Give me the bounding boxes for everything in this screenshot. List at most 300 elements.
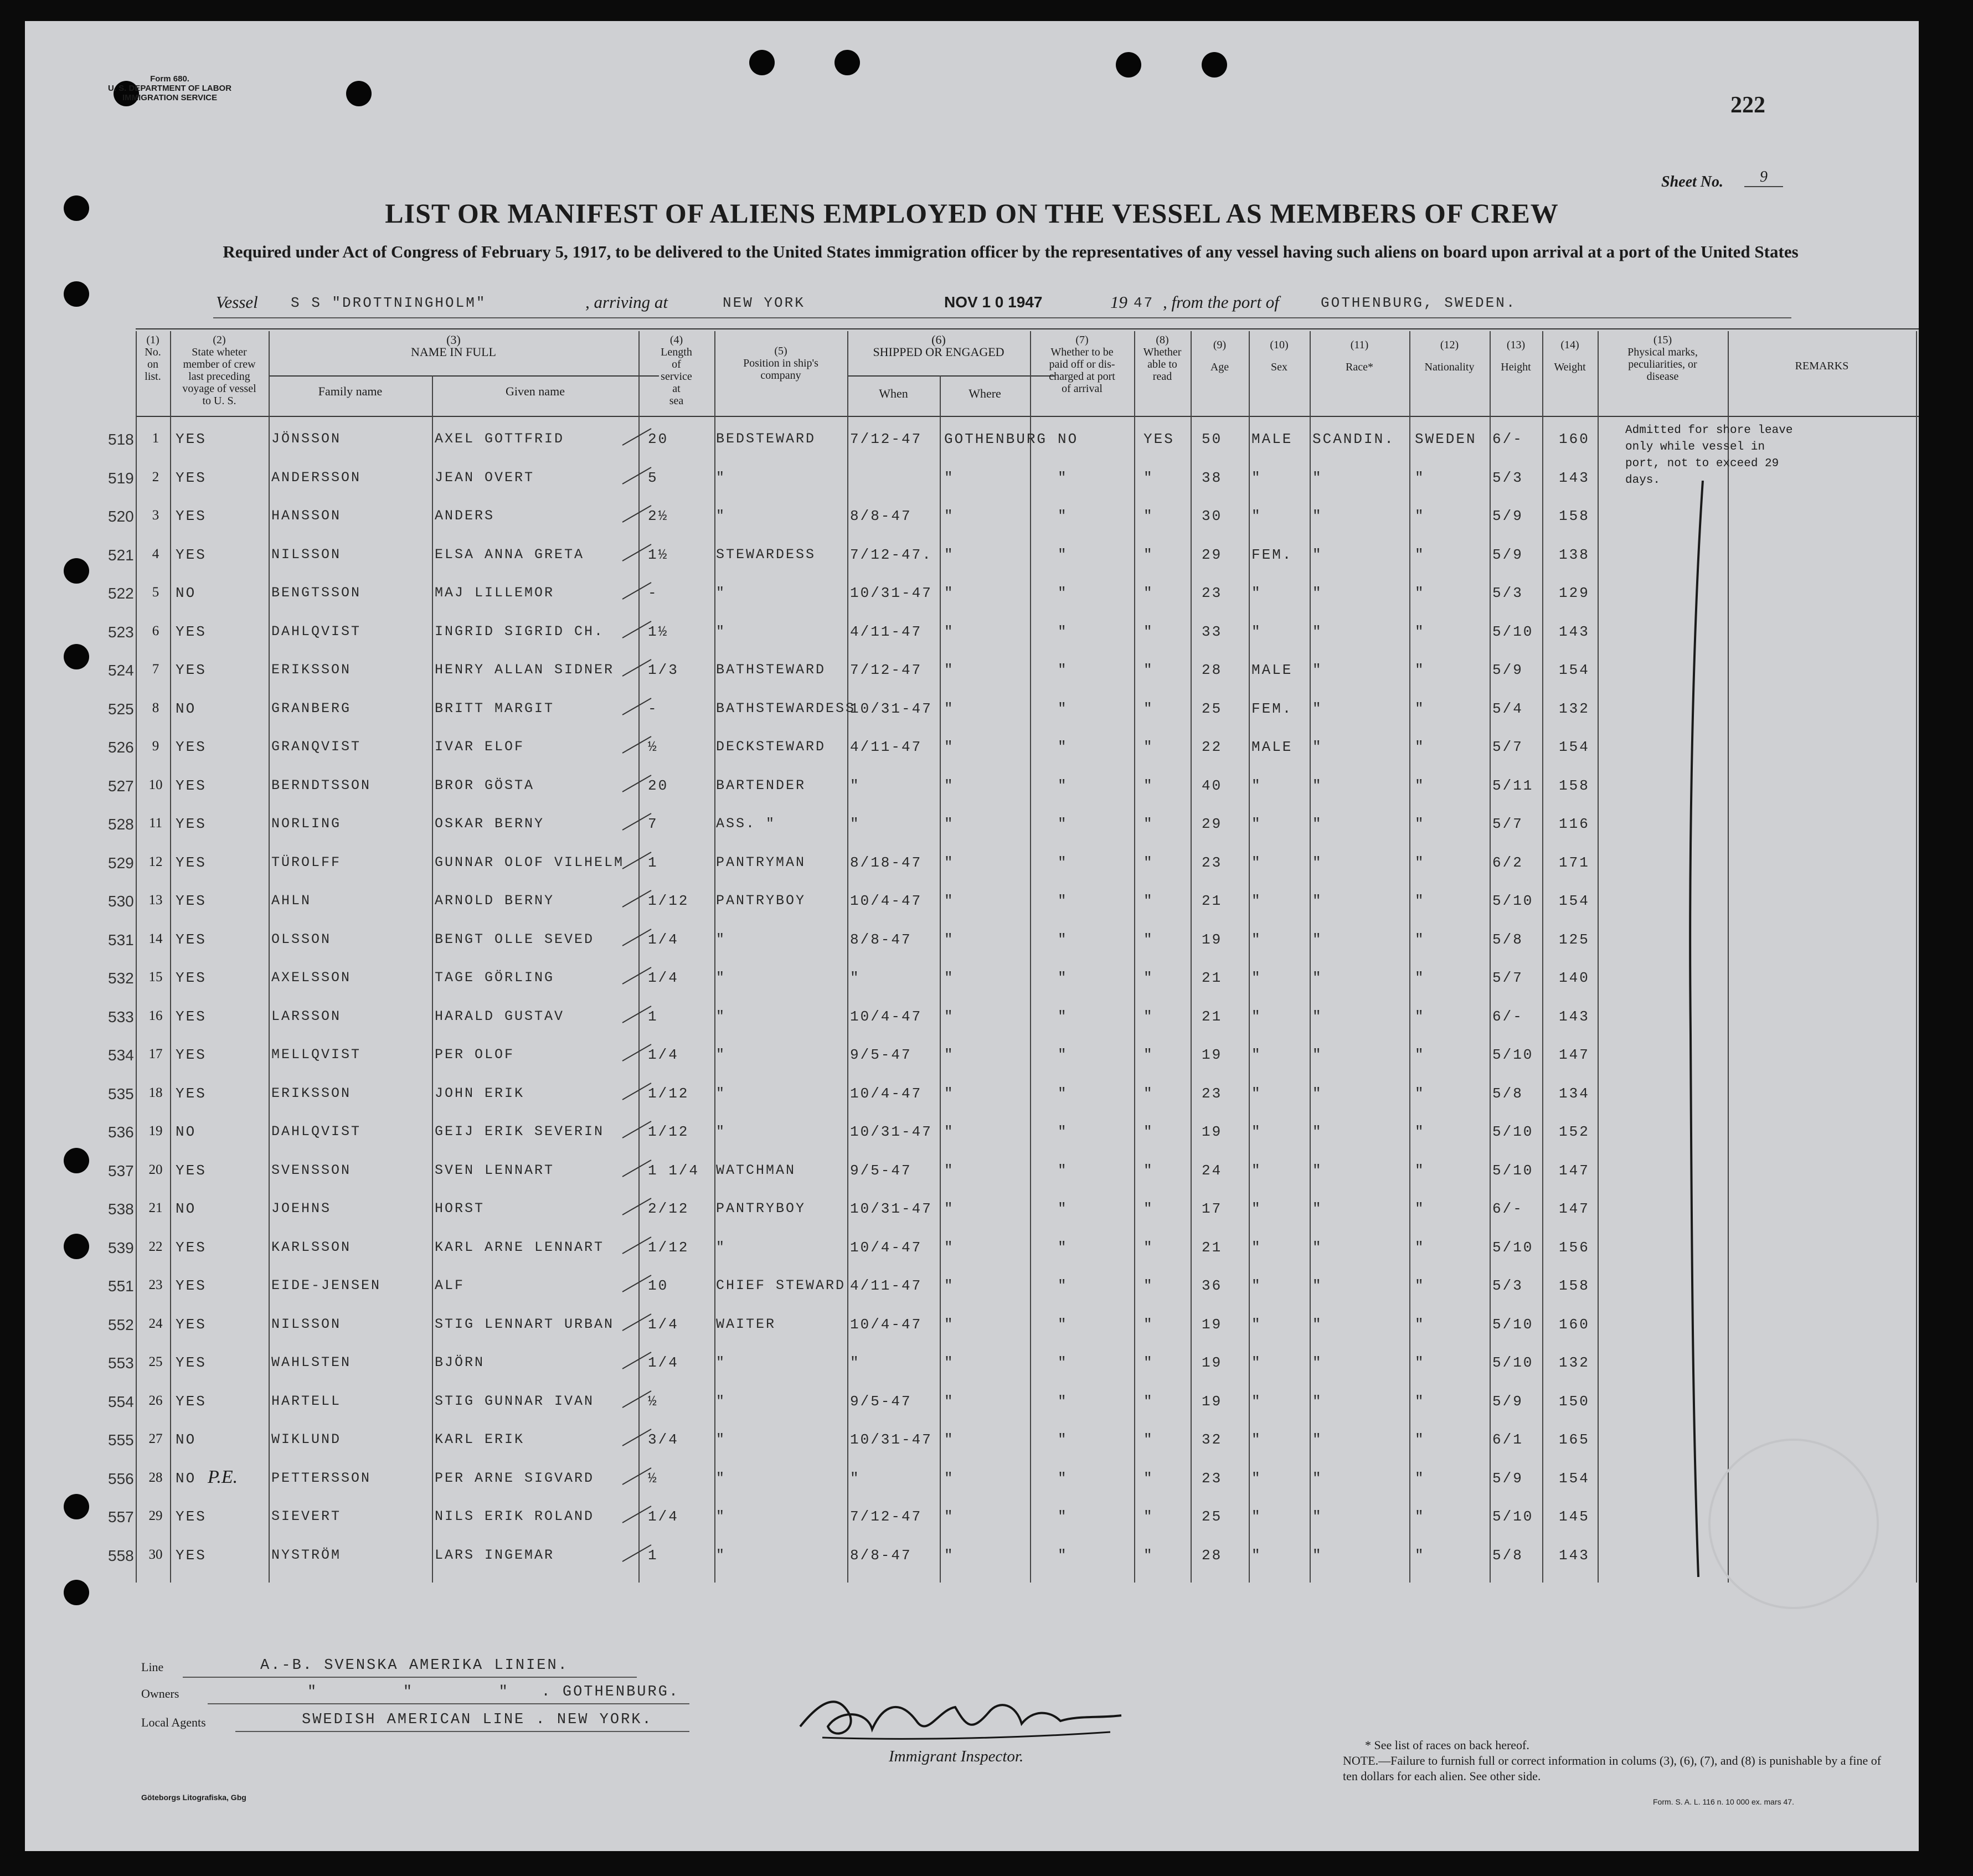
paid-off: " (1058, 1547, 1068, 1564)
able-to-read: " (1143, 1316, 1154, 1333)
row-list-number: 555 (108, 1431, 134, 1449)
service-length: 20 (648, 431, 669, 447)
check-mark (622, 736, 652, 754)
row-number: 1 (152, 431, 159, 446)
given-name: GUNNAR OLOF VILHELM (435, 854, 625, 870)
line-label: Line (141, 1660, 164, 1674)
check-mark (622, 852, 652, 869)
nationality: " (1415, 854, 1425, 871)
table-row (25, 1354, 1919, 1393)
height: 5/8 (1492, 1547, 1523, 1564)
table-row (25, 1316, 1919, 1355)
sex: " (1251, 1431, 1262, 1448)
check-mark (622, 621, 652, 638)
shipped-when: " (850, 1354, 861, 1371)
age: 25 (1202, 700, 1223, 717)
form-number: Form 680. (150, 74, 189, 84)
previous-voyage: YES (176, 469, 207, 486)
age: 36 (1202, 1277, 1223, 1294)
race: " (1312, 1316, 1323, 1333)
vessel-label: Vessel (216, 292, 258, 312)
shipped-where: GOTHENBURG (944, 431, 1048, 447)
row-list-number: 556 (108, 1470, 134, 1487)
age: 23 (1202, 1470, 1223, 1487)
weight: 125 (1559, 931, 1590, 948)
age: 19 (1202, 1123, 1223, 1140)
table-row (25, 508, 1919, 547)
given-name: STIG GUNNAR IVAN (435, 1393, 595, 1409)
race: " (1312, 739, 1323, 755)
races-note: * See list of races on back hereof. (1365, 1738, 1529, 1752)
service-length: 1/12 (648, 893, 689, 909)
given-name: ELSA ANNA GRETA (435, 546, 585, 563)
inspector-signature (789, 1688, 1132, 1749)
able-to-read: " (1143, 1008, 1154, 1025)
position: " (716, 1354, 727, 1370)
shipped-where: " (944, 1470, 955, 1487)
given-name: ALF (435, 1277, 465, 1293)
service-name: IMMIGRATION SERVICE (122, 93, 218, 102)
shipped-where: " (944, 1431, 955, 1448)
sex: " (1251, 893, 1262, 909)
row-list-number: 534 (108, 1047, 134, 1064)
paid-off: NO (1058, 431, 1079, 447)
sex: " (1251, 1047, 1262, 1063)
from-port-label: , from the port of (1163, 292, 1279, 312)
table-row (25, 623, 1919, 662)
shipped-when: 8/8-47 (850, 508, 912, 524)
position: PANTRYMAN (716, 854, 806, 870)
service-length: 2½ (648, 508, 669, 524)
table-row (25, 547, 1919, 585)
bracket-line (1686, 481, 1708, 1577)
table-row (25, 1047, 1919, 1085)
height: 5/10 (1492, 1508, 1534, 1525)
check-mark (622, 1275, 652, 1292)
row-list-number: 557 (108, 1508, 134, 1525)
sex: " (1251, 777, 1262, 794)
table-row (25, 1277, 1919, 1316)
shipped-when: 7/12-47 (850, 431, 923, 447)
race: " (1312, 1393, 1323, 1410)
position: " (716, 1239, 727, 1255)
able-to-read: " (1143, 1047, 1154, 1063)
age: 19 (1202, 1393, 1223, 1410)
shipped-when: 7/12-47. (850, 546, 933, 563)
previous-voyage: YES (176, 1008, 207, 1025)
shipped-where: " (944, 700, 955, 717)
race: " (1312, 469, 1323, 486)
check-mark (622, 698, 652, 715)
given-name: PER OLOF (435, 1047, 515, 1063)
previous-voyage: YES (176, 739, 207, 755)
service-length: 3/4 (648, 1431, 679, 1448)
service-length: 1/4 (648, 970, 679, 986)
race: " (1312, 893, 1323, 909)
nationality: " (1415, 1239, 1425, 1256)
age: 19 (1202, 931, 1223, 948)
able-to-read: " (1143, 854, 1154, 871)
row-number: 30 (148, 1547, 163, 1562)
able-to-read: " (1143, 1085, 1154, 1102)
weight: 152 (1559, 1123, 1590, 1140)
sex: " (1251, 585, 1262, 601)
table-row (25, 970, 1919, 1008)
shipped-when: 10/31-47 (850, 1123, 933, 1140)
position: WATCHMAN (716, 1162, 796, 1178)
given-name: MAJ LILLEMOR (435, 585, 555, 601)
service-length: - (648, 585, 658, 601)
sex: MALE (1251, 739, 1293, 755)
row-list-number: 538 (108, 1200, 134, 1218)
shipped-when: 10/4-47 (850, 1008, 923, 1025)
table-row (25, 1466, 1919, 1509)
height: 5/7 (1492, 970, 1523, 986)
weight: 147 (1559, 1047, 1590, 1063)
height: 6/- (1492, 431, 1523, 447)
race: " (1312, 700, 1323, 717)
table-row (25, 816, 1919, 854)
row-list-number: 526 (108, 739, 134, 756)
race: " (1312, 1470, 1323, 1487)
row-number: 8 (152, 700, 159, 715)
able-to-read: " (1143, 1123, 1154, 1140)
service-length: 20 (648, 777, 669, 794)
weight: 143 (1559, 1008, 1590, 1025)
row-number: 29 (148, 1508, 163, 1523)
date-stamp: NOV 1 0 1947 (944, 293, 1043, 311)
row-list-number: 531 (108, 931, 134, 949)
position: " (716, 1047, 727, 1063)
check-mark (622, 1506, 652, 1523)
position: " (716, 469, 727, 486)
family-name: ERIKSSON (271, 662, 352, 678)
position: " (716, 623, 727, 640)
height: 5/8 (1492, 1085, 1523, 1102)
row-number: 24 (148, 1316, 163, 1331)
able-to-read: " (1143, 1354, 1154, 1371)
nationality: " (1415, 777, 1425, 794)
height: 5/11 (1492, 777, 1534, 794)
shipped-where: " (944, 1508, 955, 1525)
shipped-when: 4/11-47 (850, 739, 923, 755)
column-header-race: (11) Race* (1346, 339, 1373, 373)
sex: FEM. (1251, 546, 1293, 563)
paid-off: " (1058, 623, 1068, 640)
manifest-sheet (25, 21, 1919, 1851)
row-number: 6 (152, 623, 159, 638)
check-mark (622, 544, 652, 561)
given-name: KARL ARNE LENNART (435, 1239, 605, 1255)
position: " (716, 931, 727, 947)
shipped-where: " (944, 1393, 955, 1410)
nationality: " (1415, 662, 1425, 678)
sex: " (1251, 1547, 1262, 1564)
shipped-when: 9/5-47 (850, 1162, 912, 1179)
height: 5/7 (1492, 816, 1523, 832)
nationality: " (1415, 1085, 1425, 1102)
row-number: 4 (152, 546, 159, 561)
given-name: STIG LENNART URBAN (435, 1316, 615, 1332)
family-name: SIEVERT (271, 1508, 342, 1524)
row-number: 19 (148, 1123, 163, 1138)
position: BATHSTEWARDESS (716, 700, 856, 717)
shipped-when: 10/4-47 (850, 893, 923, 909)
previous-voyage: YES (176, 931, 207, 948)
row-number: 15 (148, 970, 163, 985)
given-name: JEAN OVERT (435, 469, 535, 486)
paid-off: " (1058, 585, 1068, 601)
race: " (1312, 1508, 1323, 1525)
shipped-where: " (944, 893, 955, 909)
row-list-number: 532 (108, 970, 134, 987)
paid-off: " (1058, 1277, 1068, 1294)
paid-off: " (1058, 1354, 1068, 1371)
given-name: HENRY ALLAN SIDNER (435, 662, 615, 678)
punch-hole (1202, 52, 1227, 78)
check-mark (622, 1159, 652, 1177)
check-mark (622, 1390, 652, 1408)
position: " (716, 1008, 727, 1024)
shipped-where: " (944, 1085, 955, 1102)
position: BEDSTEWARD (716, 431, 816, 447)
able-to-read: " (1143, 1239, 1154, 1256)
family-name: DAHLQVIST (271, 623, 362, 640)
local-agents-label: Local Agents (141, 1715, 206, 1729)
race: " (1312, 546, 1323, 563)
sheet-number: 9 (1744, 168, 1783, 187)
previous-voyage: YES (176, 816, 207, 832)
age: 23 (1202, 585, 1223, 601)
family-name: WIKLUND (271, 1431, 342, 1447)
shipped-when: 4/11-47 (850, 623, 923, 640)
year: 47 (1134, 295, 1155, 311)
check-mark (622, 1198, 652, 1215)
family-name: EIDE-JENSEN (271, 1277, 382, 1293)
able-to-read: " (1143, 893, 1154, 909)
service-length: 1½ (648, 546, 669, 563)
row-number: 22 (148, 1239, 163, 1254)
height: 6/- (1492, 1008, 1523, 1025)
given-name: BRITT MARGIT (435, 700, 555, 717)
height: 5/10 (1492, 1239, 1534, 1256)
height: 5/9 (1492, 1393, 1523, 1410)
service-length: 1/4 (648, 1047, 679, 1063)
sex: " (1251, 1393, 1262, 1410)
shipped-where: " (944, 623, 955, 640)
given-name: SVEN LENNART (435, 1162, 555, 1178)
able-to-read: " (1143, 469, 1154, 486)
height: 6/1 (1492, 1431, 1523, 1448)
table-row (25, 1393, 1919, 1432)
sex: " (1251, 1508, 1262, 1525)
able-to-read: " (1143, 1508, 1154, 1525)
position: PANTRYBOY (716, 893, 806, 909)
service-length: 1/4 (648, 1316, 679, 1333)
able-to-read: " (1143, 1162, 1154, 1179)
column-header-when: When (879, 386, 908, 400)
race: " (1312, 508, 1323, 524)
given-name: KARL ERIK (435, 1431, 525, 1447)
service-length: 1/12 (648, 1123, 689, 1140)
row-number: 17 (148, 1047, 163, 1061)
given-name: ARNOLD BERNY (435, 893, 555, 909)
previous-voyage: YES (176, 662, 207, 678)
previous-voyage: NO (176, 1470, 197, 1487)
column-header-family-name: Family name (318, 384, 383, 398)
row-list-number: 554 (108, 1393, 134, 1410)
race: " (1312, 1547, 1323, 1564)
vessel-name: S S "DROTTNINGHOLM" (291, 295, 487, 311)
position: PANTRYBOY (716, 1200, 806, 1217)
column-header-previous-voyage: (2) State wheter member of crew last preceding voyage of vessel to U. S. (182, 334, 256, 407)
able-to-read: YES (1143, 431, 1174, 447)
position: WAITER (716, 1316, 776, 1332)
able-to-read: " (1143, 1431, 1154, 1448)
previous-voyage: NO (176, 1123, 197, 1140)
form-issuer (108, 74, 231, 102)
name-subheader-rule (269, 375, 659, 377)
row-list-number: 530 (108, 893, 134, 910)
position: BARTENDER (716, 777, 806, 793)
height: 5/10 (1492, 1354, 1534, 1371)
age: 32 (1202, 1431, 1223, 1448)
departure-port: GOTHENBURG, SWEDEN. (1321, 295, 1517, 311)
shipped-when: 10/4-47 (850, 1239, 923, 1256)
age: 40 (1202, 777, 1223, 794)
service-length: 7 (648, 816, 658, 832)
nationality: " (1415, 1393, 1425, 1410)
row-list-number: 521 (108, 546, 134, 564)
weight: 147 (1559, 1162, 1590, 1179)
paid-off: " (1058, 816, 1068, 832)
height: 5/10 (1492, 1316, 1534, 1333)
check-mark (622, 1083, 652, 1100)
punch-hole (749, 50, 775, 75)
paid-off: " (1058, 1085, 1068, 1102)
race: " (1312, 1123, 1323, 1140)
nationality: " (1415, 585, 1425, 601)
position: ASS. " (716, 816, 776, 832)
height: 5/8 (1492, 931, 1523, 948)
height: 5/9 (1492, 508, 1523, 524)
check-mark (622, 582, 652, 600)
given-name: ANDERS (435, 508, 495, 524)
weight: 154 (1559, 1470, 1590, 1487)
sex: " (1251, 1200, 1262, 1217)
race: " (1312, 1085, 1323, 1102)
row-list-number: 552 (108, 1316, 134, 1333)
shipped-where: " (944, 816, 955, 832)
row-number: 11 (148, 816, 163, 831)
age: 23 (1202, 1085, 1223, 1102)
column-header-paid-off: (7) Whether to be paid off or dis- charged at port of arrival (1049, 334, 1115, 395)
row-list-number: 522 (108, 585, 134, 602)
shipped-when: 10/31-47 (850, 1200, 933, 1217)
previous-voyage: YES (176, 777, 207, 794)
able-to-read: " (1143, 777, 1154, 794)
row-number: 9 (152, 739, 159, 754)
paid-off: " (1058, 469, 1068, 486)
weight: 116 (1559, 816, 1590, 832)
sex: MALE (1251, 431, 1293, 447)
family-name: KARLSSON (271, 1239, 352, 1255)
shipped-where: " (944, 1316, 955, 1333)
table-row (25, 1123, 1919, 1162)
race: " (1312, 662, 1323, 678)
shipped-where: " (944, 1277, 955, 1294)
row-list-number: 518 (108, 431, 134, 448)
shipped-where: " (944, 508, 955, 524)
shipped-where: " (944, 1200, 955, 1217)
nationality: " (1415, 1431, 1425, 1448)
check-mark (622, 1352, 652, 1369)
sex: " (1251, 469, 1262, 486)
able-to-read: " (1143, 508, 1154, 524)
able-to-read: " (1143, 662, 1154, 678)
check-mark (622, 659, 652, 677)
previous-voyage: YES (176, 623, 207, 640)
previous-voyage: YES (176, 1277, 207, 1294)
shipped-subheader-rule (847, 375, 1055, 377)
able-to-read: " (1143, 931, 1154, 948)
table-row (25, 1508, 1919, 1547)
table-row (25, 1008, 1919, 1047)
family-name: NILSSON (271, 546, 342, 563)
shipped-when: " (850, 970, 861, 986)
check-mark (622, 890, 652, 908)
previous-voyage: YES (176, 508, 207, 524)
owners-label: Owners (141, 1687, 179, 1700)
sex: " (1251, 1354, 1262, 1371)
family-name: NORLING (271, 816, 342, 832)
column-header-service: (4) Length of service at sea (661, 334, 692, 407)
able-to-read: " (1143, 970, 1154, 986)
shipped-where: " (944, 970, 955, 986)
shipped-where: " (944, 1239, 955, 1256)
age: 38 (1202, 469, 1223, 486)
row-list-number: 519 (108, 469, 134, 487)
shipped-where: " (944, 585, 955, 601)
shipped-where: " (944, 1047, 955, 1063)
able-to-read: " (1143, 1470, 1154, 1487)
given-name: JOHN ERIK (435, 1085, 525, 1101)
service-length: 2/12 (648, 1200, 689, 1217)
column-header-sex: (10) Sex (1270, 339, 1289, 373)
weight: 158 (1559, 508, 1590, 524)
row-number: 10 (148, 777, 163, 792)
shipped-when: " (850, 777, 861, 794)
weight: 160 (1559, 1316, 1590, 1333)
column-header-position: (5) Position in ship's company (743, 345, 818, 382)
race: " (1312, 1431, 1323, 1448)
nationality: " (1415, 816, 1425, 832)
paid-off: " (1058, 1239, 1068, 1256)
given-name: GEIJ ERIK SEVERIN (435, 1123, 605, 1140)
arrival-port: NEW YORK (723, 295, 805, 311)
nationality: " (1415, 546, 1425, 563)
sex: " (1251, 623, 1262, 640)
row-list-number: 528 (108, 816, 134, 833)
age: 29 (1202, 546, 1223, 563)
service-length: ½ (648, 1393, 658, 1410)
position: " (716, 1085, 727, 1101)
able-to-read: " (1143, 816, 1154, 832)
check-mark (622, 505, 652, 523)
race: " (1312, 623, 1323, 640)
nationality: " (1415, 1508, 1425, 1525)
row-number: 12 (148, 854, 163, 869)
